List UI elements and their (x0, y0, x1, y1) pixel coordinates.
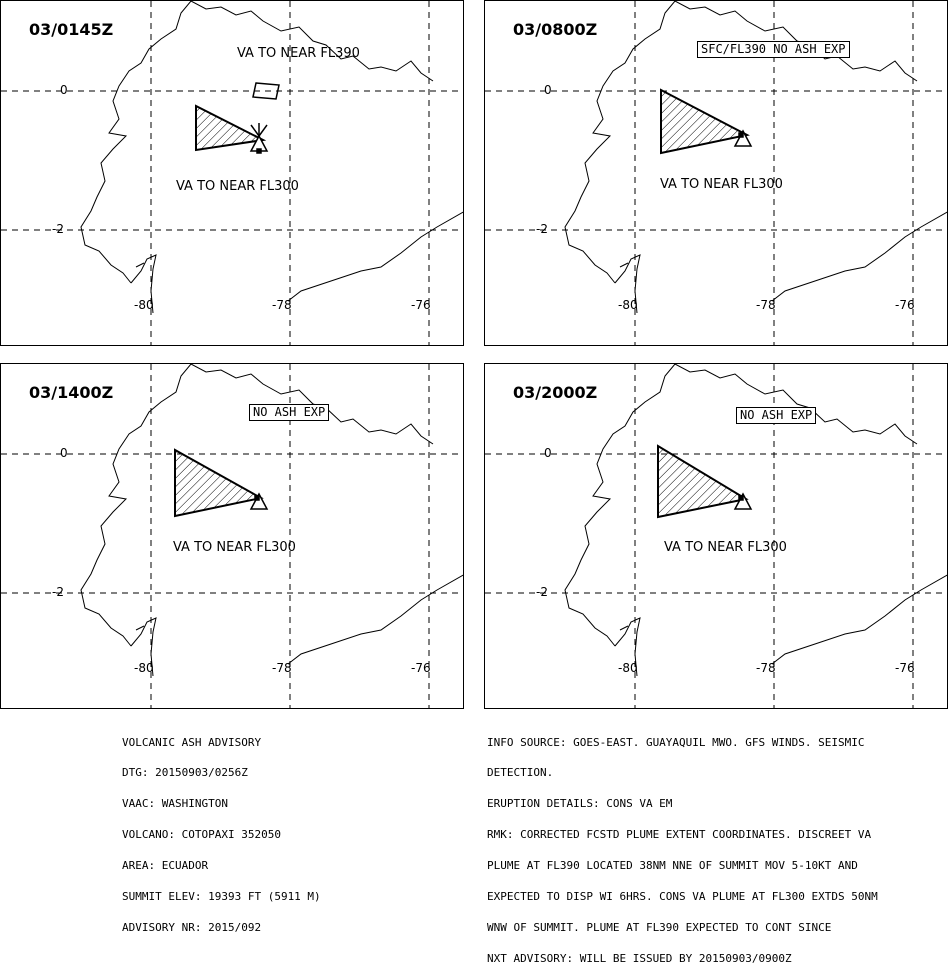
lat-label-minus2: -2 (52, 222, 64, 236)
advisory-line: AREA: ECUADOR (122, 859, 209, 873)
advisory-line: WNW OF SUMMIT. PLUME AT FL390 EXPECTED TO CONT SINCE (487, 920, 832, 934)
advisory-line: ERUPTION DETAILS: CONS VA EM (487, 797, 673, 811)
advisory-line: RMK: CORRECTED FCSTD PLUME EXTENT COORDINATES. DISCREET VA (487, 828, 872, 842)
ash-label-low: VA TO NEAR FL300 (664, 540, 787, 555)
lon-label-76: -76 (895, 298, 915, 312)
valid-time: 03/1400Z (29, 383, 114, 402)
ash-box-label: NO ASH EXP (736, 407, 816, 424)
valid-time: 03/0145Z (29, 20, 114, 39)
lon-label-78: -78 (756, 661, 776, 675)
forecast-panel-2 (484, 0, 948, 346)
lon-label-78: -78 (272, 661, 292, 675)
ash-area-fl300 (658, 446, 746, 517)
ash-box-label: SFC/FL390 NO ASH EXP (697, 41, 850, 58)
lat-label-0: 0 (544, 446, 552, 460)
lat-label-minus2: -2 (536, 585, 548, 599)
ash-label-low: VA TO NEAR FL300 (660, 177, 783, 192)
lat-label-0: 0 (60, 446, 68, 460)
lon-label-76: -76 (411, 661, 431, 675)
advisory-line: EXPECTED TO DISP WI 6HRS. CONS VA PLUME AT FL300 EXTDS 50NM (487, 890, 878, 904)
advisory-line: NXT ADVISORY: WILL BE ISSUED BY 20150903/0900Z (487, 951, 792, 965)
ash-area-fl300 (661, 90, 747, 153)
advisory-line: VAAC: WASHINGTON (122, 797, 228, 811)
valid-time: 03/0800Z (513, 20, 598, 39)
ash-label-low: VA TO NEAR FL300 (176, 179, 299, 194)
lat-label-0: 0 (544, 83, 552, 97)
lon-label-80: -80 (618, 661, 638, 675)
advisory-header-block (122, 717, 321, 944)
lon-label-80: -80 (134, 661, 154, 675)
advisory-details-block (487, 717, 878, 974)
forecast-panel-4 (484, 363, 948, 709)
ash-label-high: VA TO NEAR FL390 (237, 46, 360, 61)
forecast-panel-1 (0, 0, 464, 346)
ash-label-low: VA TO NEAR FL300 (173, 540, 296, 555)
ash-area-fl300 (175, 450, 261, 516)
ash-box-label: NO ASH EXP (249, 404, 329, 421)
map-canvas (1, 364, 464, 709)
lon-label-80: -80 (134, 298, 154, 312)
advisory-line: SUMMIT ELEV: 19393 FT (5911 M) (122, 890, 321, 904)
advisory-line: DTG: 20150903/0256Z (122, 766, 248, 780)
map-canvas (485, 364, 948, 709)
advisory-line: VOLCANO: COTOPAXI 352050 (122, 828, 281, 842)
lon-label-80: -80 (618, 298, 638, 312)
lat-label-minus2: -2 (52, 585, 64, 599)
valid-time: 03/2000Z (513, 383, 598, 402)
advisory-line: INFO SOURCE: GOES-EAST. GUAYAQUIL MWO. GFS WINDS. SEISMIC (487, 735, 865, 749)
forecast-panel-3 (0, 363, 464, 709)
advisory-line: DETECTION. (487, 766, 554, 780)
lat-label-minus2: -2 (536, 222, 548, 236)
lat-label-0: 0 (60, 83, 68, 97)
advisory-line: ADVISORY NR: 2015/092 (122, 920, 262, 934)
lon-label-76: -76 (411, 298, 431, 312)
map-canvas (1, 1, 464, 346)
advisory-line: PLUME AT FL390 LOCATED 38NM NNE OF SUMMIT MOV 5-10KT AND (487, 859, 858, 873)
lon-label-76: -76 (895, 661, 915, 675)
advisory-line: VOLCANIC ASH ADVISORY (122, 735, 262, 749)
lon-label-78: -78 (756, 298, 776, 312)
lon-label-78: -78 (272, 298, 292, 312)
